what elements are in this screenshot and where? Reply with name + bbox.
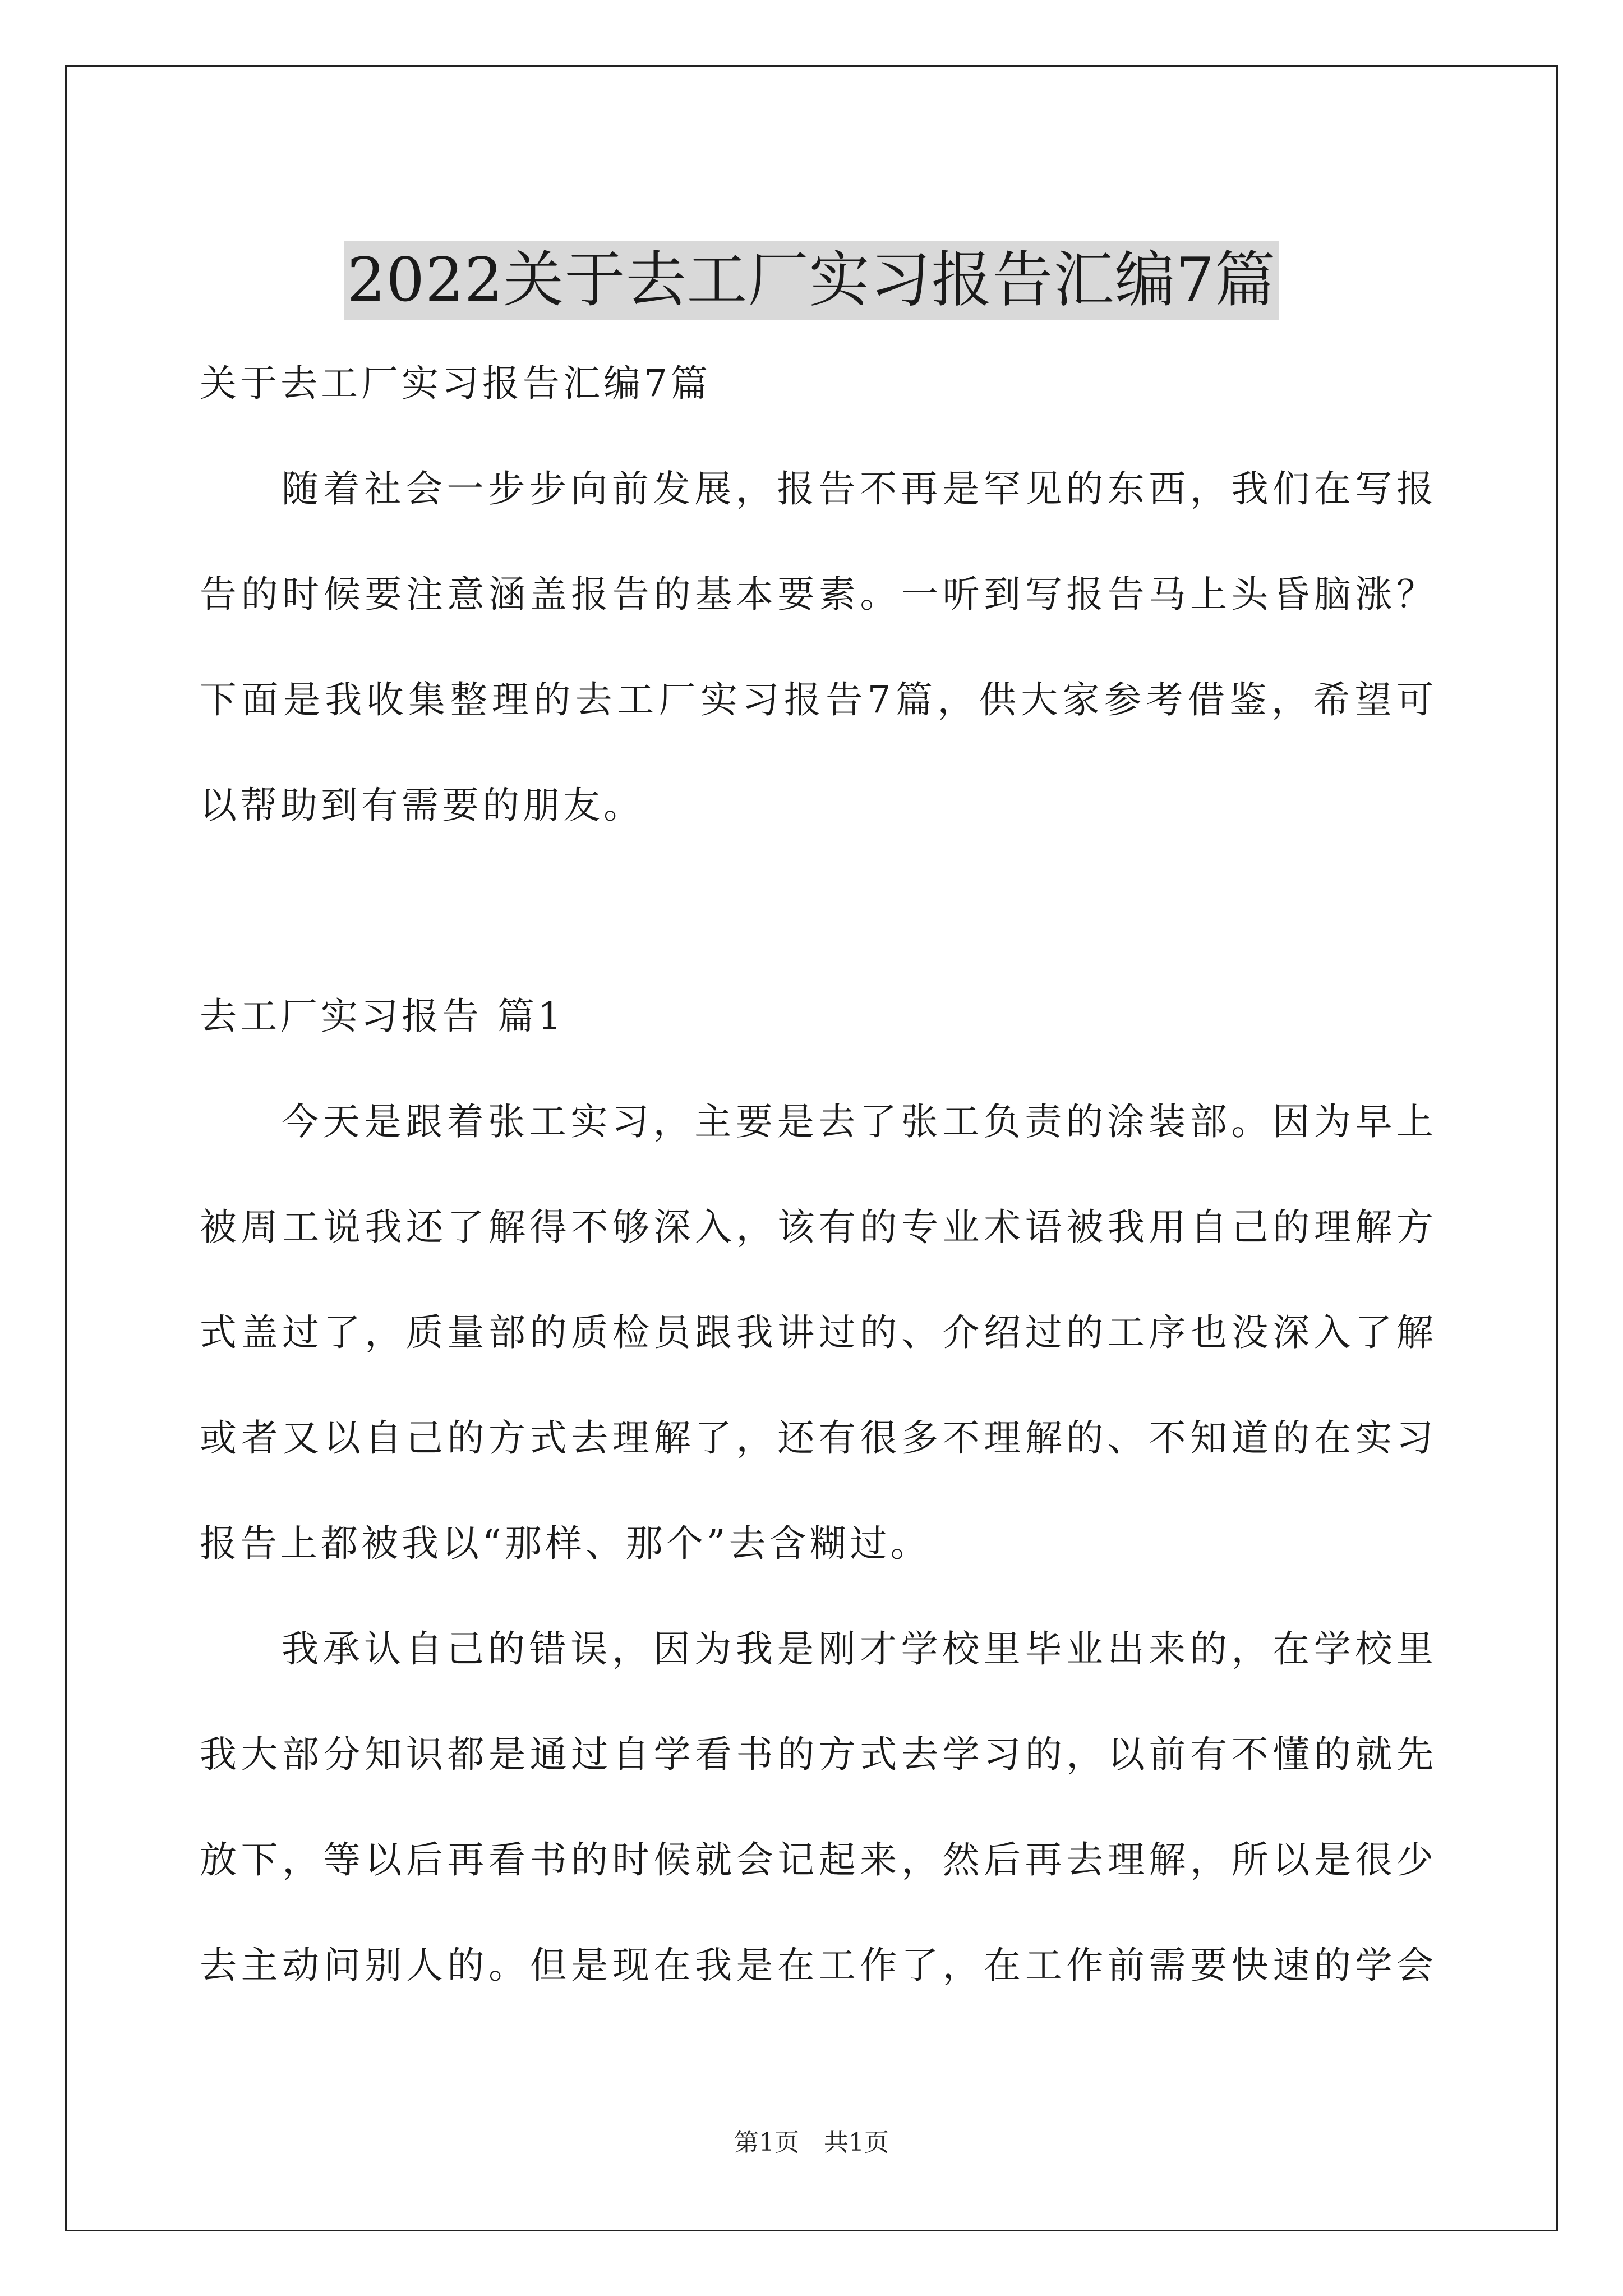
- intro-line: 告的时候要注意涵盖报告的基本要素。一听到写报告马上头昏脑涨？: [200, 573, 1433, 616]
- intro-line: 随着社会一步步向前发展，报告不再是罕见的东西，我们在写报: [282, 467, 1433, 510]
- paragraph-line: 今天是跟着张工实习，主要是去了张工负责的涂装部。因为早上: [282, 1100, 1433, 1143]
- paragraph-line: 或者又以自己的方式去理解了，还有很多不理解的、不知道的在实习: [200, 1416, 1433, 1460]
- blank-line: [200, 858, 1433, 964]
- document-title: 2022关于去工厂实习报告汇编7篇: [344, 241, 1280, 320]
- paragraph-line: 报告上都被我以“那样、那个”去含糊过。: [200, 1522, 931, 1565]
- intro-line: 下面是我收集整理的去工厂实习报告7篇，供大家参考借鉴，希望可: [200, 678, 1433, 721]
- paragraph-line: 我大部分知识都是通过自学看书的方式去学习的，以前有不懂的就先: [200, 1733, 1433, 1776]
- page-number: 第1页: [734, 2128, 799, 2157]
- paragraph-line: 去主动问别人的。但是现在我是在工作了，在工作前需要快速的学会: [200, 1944, 1433, 1987]
- document-subtitle: 关于去工厂实习报告汇编7篇: [200, 362, 711, 405]
- intro-line: 以帮助到有需要的朋友。: [200, 784, 644, 827]
- paragraph-line: 放下，等以后再看书的时候就会记起来，然后再去理解，所以是很少: [200, 1838, 1433, 1881]
- paragraph-line: 被周工说我还了解得不够深入，该有的专业术语被我用自己的理解方: [200, 1205, 1433, 1249]
- document-body: [200, 331, 1433, 2018]
- section-heading: 去工厂实习报告 篇1: [200, 995, 565, 1038]
- paragraph-line: 我承认自己的错误，因为我是刚才学校里毕业出来的，在学校里: [282, 1627, 1433, 1671]
- paragraph-line: 式盖过了，质量部的质检员跟我讲过的、介绍过的工序也没深入了解: [200, 1311, 1433, 1354]
- page-total: 共1页: [824, 2128, 889, 2157]
- page-footer: [0, 2126, 1623, 2160]
